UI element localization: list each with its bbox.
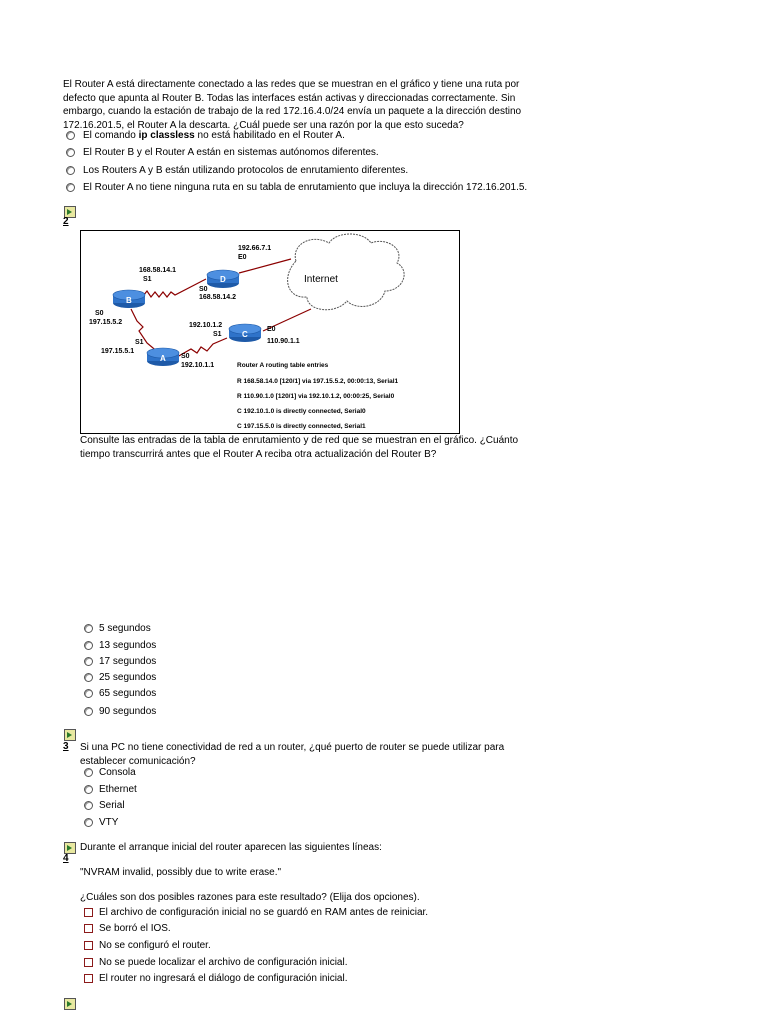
- link-b-a: [131, 309, 159, 353]
- checkbox[interactable]: [84, 941, 93, 950]
- svg-text:S1: S1: [135, 339, 144, 346]
- radio-button[interactable]: [84, 641, 93, 650]
- svg-text:D: D: [220, 275, 226, 284]
- router-c: [229, 324, 261, 342]
- radio-button[interactable]: [66, 183, 75, 192]
- svg-text:S0: S0: [199, 286, 208, 293]
- svg-text:R 168.58.14.0 [120/1] via 197: R 168.58.14.0 [120/1] via 197.15.5.2, 00:00:13, Serial1: [237, 378, 399, 385]
- question-number: 3: [63, 741, 69, 752]
- q4-question: ¿Cuáles son dos posibles razones para este resultado? (Elija dos opciones).: [80, 892, 420, 903]
- radio-button[interactable]: [84, 707, 93, 716]
- radio-button[interactable]: [84, 785, 93, 794]
- router-d: [207, 270, 239, 288]
- svg-text:C 197.15.5.0 is directly conn: C 197.15.5.0 is directly connected, Serial1: [237, 423, 366, 430]
- svg-text:192.10.1.1: 192.10.1.1: [181, 362, 215, 369]
- question-nav-icon[interactable]: [64, 729, 76, 741]
- svg-text:Router A routing table entries: Router A routing table entries: [237, 362, 329, 369]
- svg-text:197.15.5.2: 197.15.5.2: [89, 319, 123, 326]
- radio-button[interactable]: [66, 166, 75, 175]
- svg-text:168.58.14.2: 168.58.14.2: [199, 294, 236, 301]
- internet-label: Internet: [304, 274, 338, 285]
- network-diagram: [80, 230, 460, 434]
- radio-button[interactable]: [84, 673, 93, 682]
- routing-table: [237, 362, 399, 430]
- radio-button[interactable]: [66, 148, 75, 157]
- checkbox[interactable]: [84, 974, 93, 983]
- svg-text:110.90.1.1: 110.90.1.1: [267, 338, 300, 345]
- svg-text:C: C: [242, 330, 248, 339]
- svg-text:R 110.90.1.0 [120/1] via 192.: R 110.90.1.0 [120/1] via 192.10.1.2, 00:00:25, Serial0: [237, 393, 395, 400]
- svg-text:E0: E0: [267, 326, 276, 333]
- svg-text:E0: E0: [238, 254, 247, 261]
- svg-text:B: B: [126, 296, 132, 305]
- network-diagram-svg: [81, 231, 459, 433]
- router-b: [113, 290, 145, 308]
- svg-text:S1: S1: [213, 331, 222, 338]
- question-nav-icon[interactable]: [64, 998, 76, 1010]
- link-d-internet: [239, 259, 291, 273]
- svg-text:192.10.1.2: 192.10.1.2: [189, 322, 223, 329]
- svg-text:S1: S1: [143, 276, 152, 283]
- q4-text: Durante el arranque inicial del router aparecen las siguientes líneas:: [80, 842, 382, 853]
- svg-text:A: A: [160, 354, 166, 363]
- svg-text:197.15.5.1: 197.15.5.1: [101, 348, 135, 355]
- svg-text:S0: S0: [95, 310, 104, 317]
- q4-quote: "NVRAM invalid, possibly due to write erase.": [80, 867, 282, 878]
- svg-text:C 192.10.1.0 is directly conn: C 192.10.1.0 is directly connected, Serial0: [237, 408, 366, 415]
- radio-button[interactable]: [84, 818, 93, 827]
- q1-text: El Router A está directamente conectado a las redes que se muestran en el gráfico y tiene una ruta por defecto que apunta al Router B. Todas las interfaces están activas y direccionadas correctamente. Sin embargo, cuando la estación de trabajo de la red 172.16.4.0/24 envía un paquete a la dirección destino 172.16.201.5, el Router A la descarta. ¿Cuál puede ser una razón por la que esto suceda?: [63, 79, 522, 131]
- radio-button[interactable]: [84, 768, 93, 777]
- question-number: 4: [63, 853, 69, 864]
- radio-button[interactable]: [84, 657, 93, 666]
- radio-button[interactable]: [66, 131, 75, 140]
- svg-text:S0: S0: [181, 353, 190, 360]
- checkbox[interactable]: [84, 908, 93, 917]
- radio-button[interactable]: [84, 624, 93, 633]
- radio-button[interactable]: [84, 801, 93, 810]
- checkbox[interactable]: [84, 958, 93, 967]
- internet-cloud: [288, 234, 405, 310]
- q3-text: Si una PC no tiene conectividad de red a un router, ¿qué puerto de router se puede utilizar para establecer comunicación?: [80, 742, 505, 767]
- checkbox[interactable]: [84, 924, 93, 933]
- question-number: 2: [63, 216, 69, 227]
- radio-button[interactable]: [84, 689, 93, 698]
- router-a: [147, 348, 179, 366]
- q2-text: Consulte las entradas de la tabla de enrutamiento y de red que se muestran en el gráfico. ¿Cuánto tiempo transcurrirá antes que el Router A reciba otra actualización del Router B?: [80, 435, 519, 460]
- svg-text:192.66.7.1: 192.66.7.1: [238, 245, 272, 252]
- svg-text:168.58.14.1: 168.58.14.1: [139, 267, 176, 274]
